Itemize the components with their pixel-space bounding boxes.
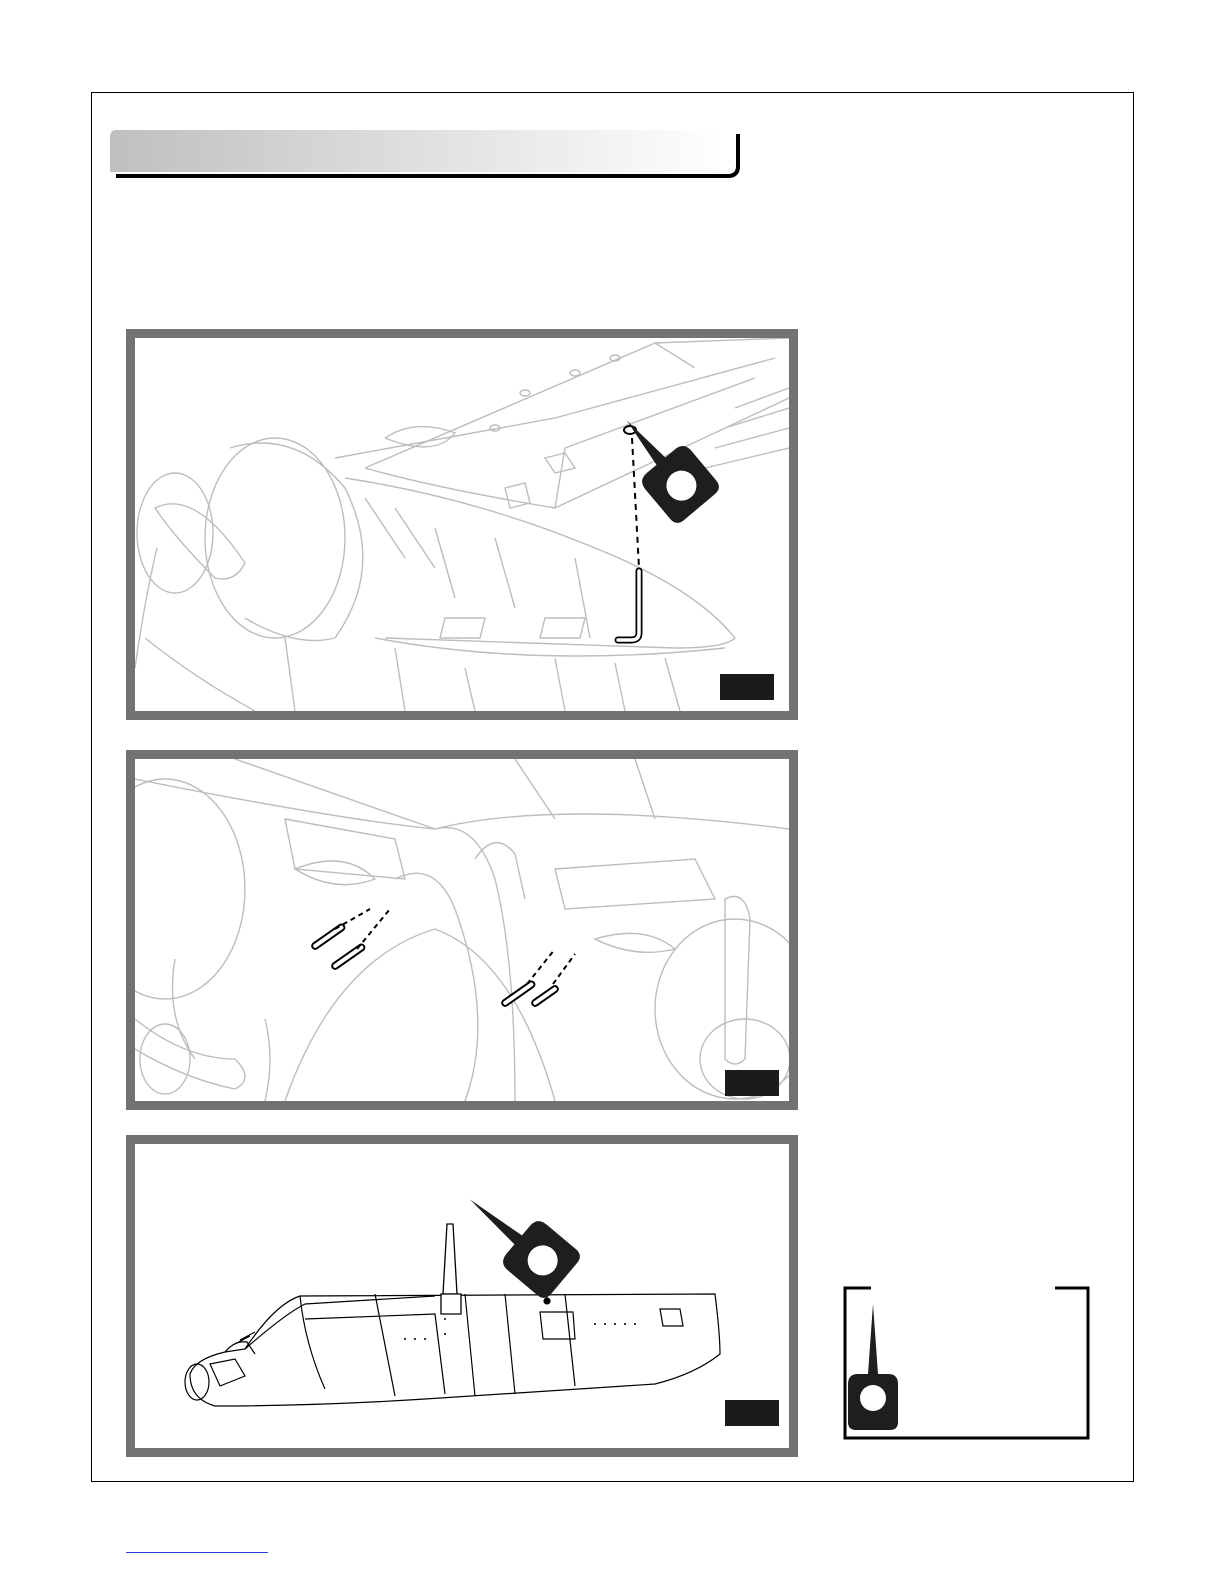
glue-bottle-icon — [604, 401, 723, 526]
legend-bracket — [843, 1286, 1090, 1441]
wing-engine-illustration — [135, 338, 789, 711]
wing-root-illustration — [135, 759, 789, 1101]
pin-guide-lines — [335, 909, 575, 984]
section-header-bar — [108, 128, 748, 184]
alignment-pin-right-1 — [501, 980, 536, 1007]
glue-bottle-icon — [848, 1304, 898, 1430]
alignment-pin-left-1 — [311, 923, 346, 950]
hex-key-icon — [618, 571, 639, 640]
alignment-pin-left-2 — [331, 943, 366, 970]
footer-link[interactable] — [126, 1552, 268, 1553]
step-panel-1 — [126, 329, 798, 720]
step-panel-3 — [126, 1135, 798, 1457]
step-badge-1 — [720, 674, 774, 700]
legend-box — [843, 1286, 1090, 1441]
step-panel-2 — [126, 750, 798, 1110]
step-badge-3 — [725, 1400, 779, 1426]
guide-dashed-line — [632, 438, 639, 568]
step-badge-2 — [725, 1070, 779, 1096]
antenna-part — [441, 1224, 461, 1314]
glue-bottle-icon — [451, 1176, 584, 1301]
fuselage-antenna-illustration — [135, 1144, 789, 1448]
section-header — [108, 128, 748, 184]
alignment-pin-right-2 — [531, 985, 559, 1007]
